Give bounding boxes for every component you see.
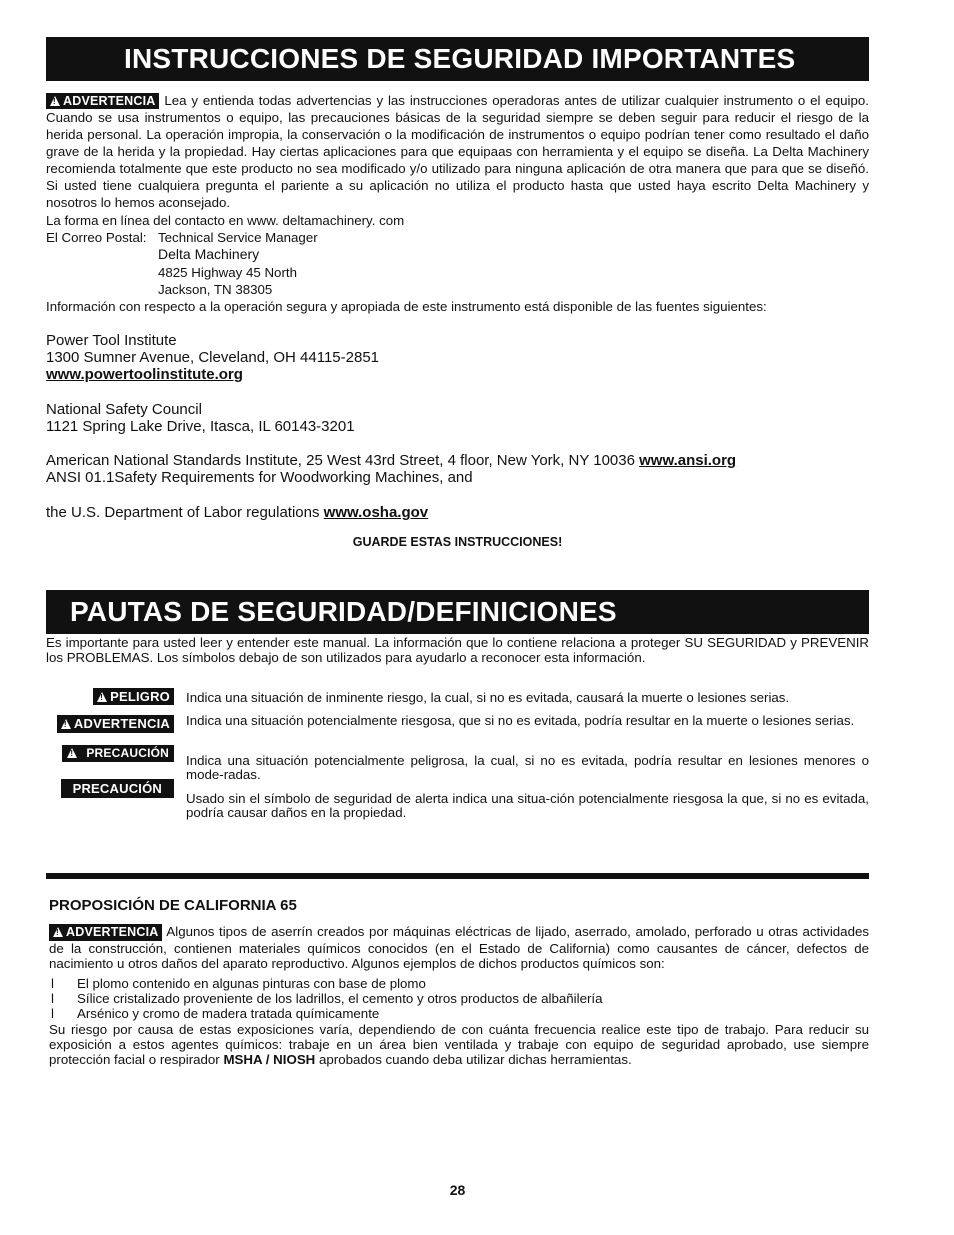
outro-text: Su riesgo por causa de estas exposiciones varía, dependiendo de con cuánta frecuencia realice este tipo de trabajo. Para reducir su exposición a estos agentes químicos: trabaje en un área bien ventilada y trabaje con equipo de seguridad aprobado, use siempre protección facial o respirador [49,1022,869,1067]
definition-text: Indica una situación de inminente riesgo, la cual, si no es evitada, causará la muerte o lesiones serias. [186,690,790,705]
info-line: Información con respecto a la operación segura y apropiada de este instrumento está disponible de las fuentes siguientes: [46,299,767,314]
prop65-title: PROPOSICIÓN DE CALIFORNIA 65 [49,897,297,914]
warning-triangle-icon [53,927,63,937]
danger-badge [93,688,174,705]
section-title: INSTRUCCIONES DE SEGURIDAD IMPORTANTES [124,43,796,74]
ansi-text: American National Standards Institute, 25 West 43rd Street, 4 floor, New York, NY 10036 [46,452,635,469]
prop65-outro [49,1022,869,1067]
warning-paragraph [46,92,869,211]
prop65-paragraph [49,924,869,971]
definition-text: Usado sin el símbolo de seguridad de alerta indica una situa-ción potencialmente riesgosa la que, si no es evitada, podría causar daños en la propiedad. [186,791,869,820]
contact-line: La forma en línea del contacto en www. deltamachinery. com [46,213,405,228]
warning-triangle-icon [97,692,107,702]
definitions-intro: Es importante para usted leer y entender este manual. La información que lo contiene relaciona a proteger SU SEGURIDAD y PREVENIR los PROBLEMAS. Los símbolos debajo de son utilizados para ayudarlo a reconocer esta información. [46,635,869,665]
warning-badge [46,93,159,109]
caution-badge [62,745,174,762]
page-number: 28 [449,1182,466,1198]
mail-line: 4825 Highway 45 North [158,265,297,280]
mail-line: Jackson, TN 38305 [158,282,273,297]
ansi-line [46,452,736,469]
warning-badge [57,715,174,733]
list-item: l El plomo contenido en algunas pinturas con base de plomo [49,976,869,991]
outro-text-end: aprobados cuando deba utilizar dichas herramientas. [319,1052,632,1067]
section-title: PAUTAS DE SEGURIDAD/DEFINICIONES [70,596,617,627]
badge-label: ADVERTENCIA [63,94,156,108]
osha-text: the U.S. Department of Labor regulations [46,504,320,521]
warning-triangle-icon [50,96,60,106]
definition-text: Indica una situación potencialmente peligrosa, la cual, si no es evitada, podría resultar en lesiones menores o mode-radas. [186,753,869,782]
badge-label: ADVERTENCIA [66,925,159,939]
section-divider [46,873,869,879]
badge-label: PRECAUCIÓN [86,746,169,760]
warning-triangle-icon [61,719,71,729]
caution-badge-no-symbol [61,779,174,798]
warning-badge [49,924,162,941]
mail-line: Delta Machinery [158,246,260,262]
ansi-standard: ANSI 01.1Safety Requirements for Woodworking Machines, and [46,469,473,486]
ansi-link[interactable]: www.ansi.org [639,452,737,469]
section-title-banner [46,37,869,81]
pti-name: Power Tool Institute [46,332,177,349]
badge-label: PELIGRO [110,689,170,704]
prop65-intro: Algunos tipos de aserrín creados por máquinas eléctricas de lijado, aserrado, amolado, perforado u otras actividades de la construcción, contienen materiales químicos conocidos (en el Estado de California) como causantes de cáncer, defectos de nacimiento u otros daños del aparato reproductivo. Algunos ejemplos de dichos productos químicos son: [49,924,870,971]
pti-address: 1300 Sumner Avenue, Cleveland, OH 44115-2851 [46,349,380,366]
badge-label: ADVERTENCIA [73,716,170,731]
list-item: l Sílice cristalizado proveniente de los ladrillos, el cemento y otros productos de albañilería [49,991,869,1006]
section-title-banner [46,590,869,634]
definition-text: Indica una situación potencialmente riesgosa, que si no es evitada, podría resultar en la muerte o lesiones serias. [186,713,855,728]
save-instructions: GUARDE ESTAS INSTRUCCIONES! [352,535,563,549]
outro-bold: MSHA / NIOSH [223,1052,316,1067]
pti-link[interactable]: www.powertoolinstitute.org [46,366,243,383]
nsc-name: National Safety Council [46,401,202,418]
osha-link[interactable]: www.osha.gov [323,504,429,521]
nsc-address: 1121 Spring Lake Drive, Itasca, IL 60143-3201 [46,418,355,435]
intro-text: Lea y entienda todas advertencias y las instrucciones operadoras antes de utilizar cualquier instrumento o el equipo. Cuando se usa instrumentos o equipo, las precauciones básicas de la seguridad siempre se deben seguir para reducir el riesgo de la herida personal. La operación impropia, la conservación o la modificación de instrumentos o equipo podrían tener como resultado el daño grave de la herida y la propiedad. Hay ciertas aplicaciones para que equipaas con herramienta y el equipo se diseña. La Delta Machinery recomienda totalmente que este producto no sea modificado y/o utilizado para ninguna aplicación de otra manera que para que se diseñó. Si usted tiene cualquiera pregunta el pariente a su aplicación no utiliza el producto hasta que usted haya escrito Delta Machinery y nosotros lo hemos aconsejado. [46,93,869,210]
mail-label: El Correo Postal: [46,230,147,245]
prop65-list [49,976,869,1021]
mail-line: Technical Service Manager [158,230,318,245]
osha-line [46,504,428,521]
list-item: l Arsénico y cromo de madera tratada químicamente [49,1006,869,1021]
badge-label: PRECAUCIÓN [72,781,162,796]
warning-triangle-icon [67,748,77,758]
